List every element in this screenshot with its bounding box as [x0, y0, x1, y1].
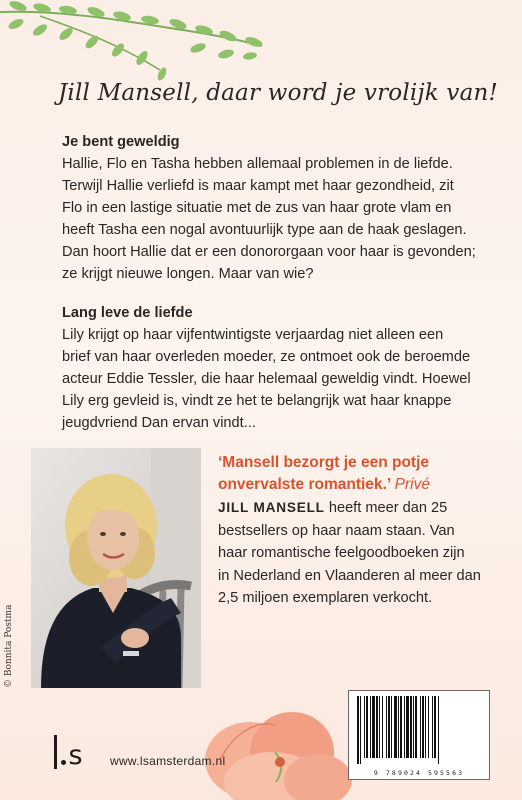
- logo-letter: s: [68, 740, 83, 771]
- barcode-bar: [370, 696, 371, 758]
- barcode-bar: [379, 696, 380, 758]
- barcode-bar: [420, 696, 421, 758]
- barcode-bar: [382, 696, 383, 758]
- quote-text: onvervalste romantiek.’: [218, 476, 391, 493]
- barcode-bar: [413, 696, 414, 758]
- author-name: JILL MANSELL: [218, 500, 325, 515]
- publisher-logo: [54, 735, 83, 769]
- paragraph-line: Lily erg gevleid is, vindt ze het te belangrijk wat haar knappe: [62, 393, 452, 409]
- barcode-bar: [394, 696, 397, 758]
- quote-source: Privé: [394, 476, 430, 493]
- barcode-bar: [376, 696, 378, 758]
- barcode-bar: [398, 696, 399, 758]
- barcode-bar: [428, 696, 429, 758]
- paragraph-line: Flo in een lastige situatie met de zus van haar grote vlam en: [62, 200, 452, 216]
- paragraph-line: heeft Tasha een nogal avontuurlijk type aan de haak geslagen.: [62, 222, 467, 238]
- bio-line: in Nederland en Vlaanderen al meer dan: [218, 567, 481, 584]
- barcode-bar: [410, 696, 412, 758]
- bio-line: bestsellers op haar naam staan. Van: [218, 522, 455, 539]
- paragraph-line: ze krijgt nieuwe longen. Maar van wie?: [62, 266, 314, 282]
- quote-line: [218, 474, 498, 496]
- barcode-bar: [425, 696, 426, 758]
- paragraph-line: Lily krijgt op haar vijfentwintigste verjaardag niet alleen een: [62, 327, 444, 343]
- barcode-bar: [422, 696, 424, 758]
- tagline: Jill Mansell, daar word je vrolijk van!: [58, 80, 498, 106]
- barcode-bar: [415, 696, 417, 758]
- barcode-bar: [434, 696, 436, 758]
- paragraph-line: acteur Eddie Tessler, die haar helemaal geweldig vindt. Hoewel: [62, 371, 471, 387]
- barcode-bar: [366, 696, 368, 758]
- book-description-2: [62, 302, 482, 434]
- paragraph-line: jeugdvriend Dan ervan vindt...: [62, 415, 256, 431]
- logo-bar: [54, 735, 57, 769]
- leaf-branch-illustration: [0, 0, 280, 90]
- author-bio: [218, 497, 508, 610]
- barcode-bar: [357, 696, 359, 764]
- photo-credit: © Bonnita Postma: [4, 604, 14, 688]
- book-title-2: Lang leve de liefde: [62, 305, 193, 321]
- barcode-bar: [438, 696, 439, 764]
- barcode-bar: [360, 696, 361, 764]
- barcode-bar: [388, 696, 390, 758]
- author-photo: [31, 448, 201, 688]
- bio-line: 2,5 miljoen exemplaren verkocht.: [218, 590, 433, 606]
- barcode-bar: [364, 696, 365, 758]
- barcode-icon: [355, 696, 483, 764]
- isbn-barcode: [348, 690, 490, 780]
- logo-dot: [61, 760, 66, 765]
- barcode-bar: [406, 696, 409, 758]
- publisher-url: www.lsamsterdam.nl: [110, 754, 226, 768]
- bio-line: [218, 497, 508, 520]
- bio-line: haar romantische feelgoodboeken zijn: [218, 545, 465, 561]
- quote-line: ‘Mansell bezorgt je een potje: [218, 454, 430, 471]
- paragraph-line: Dan hoort Hallie dat er een donororgaan voor haar is gevonden;: [62, 244, 476, 260]
- paragraph-line: Terwijl Hallie verliefd is maar kampt met haar gezondheid, zit: [62, 178, 454, 194]
- book-description-1: [62, 131, 482, 285]
- book-title-1: Je bent geweldig: [62, 134, 180, 150]
- barcode-bar: [372, 696, 375, 758]
- review-quote: [218, 452, 498, 496]
- barcode-bar: [404, 696, 405, 758]
- paragraph-line: Hallie, Flo en Tasha hebben allemaal problemen in de liefde.: [62, 156, 453, 172]
- barcode-bar: [432, 696, 433, 758]
- barcode-bar: [391, 696, 392, 758]
- bio-text: heeft meer dan 25: [324, 500, 448, 516]
- barcode-digits: 9 789024 595563: [373, 769, 465, 777]
- barcode-bar: [400, 696, 402, 758]
- barcode-bar: [386, 696, 387, 758]
- paragraph-line: brief van haar overleden moeder, ze ontmoet ook de beroemde: [62, 349, 471, 365]
